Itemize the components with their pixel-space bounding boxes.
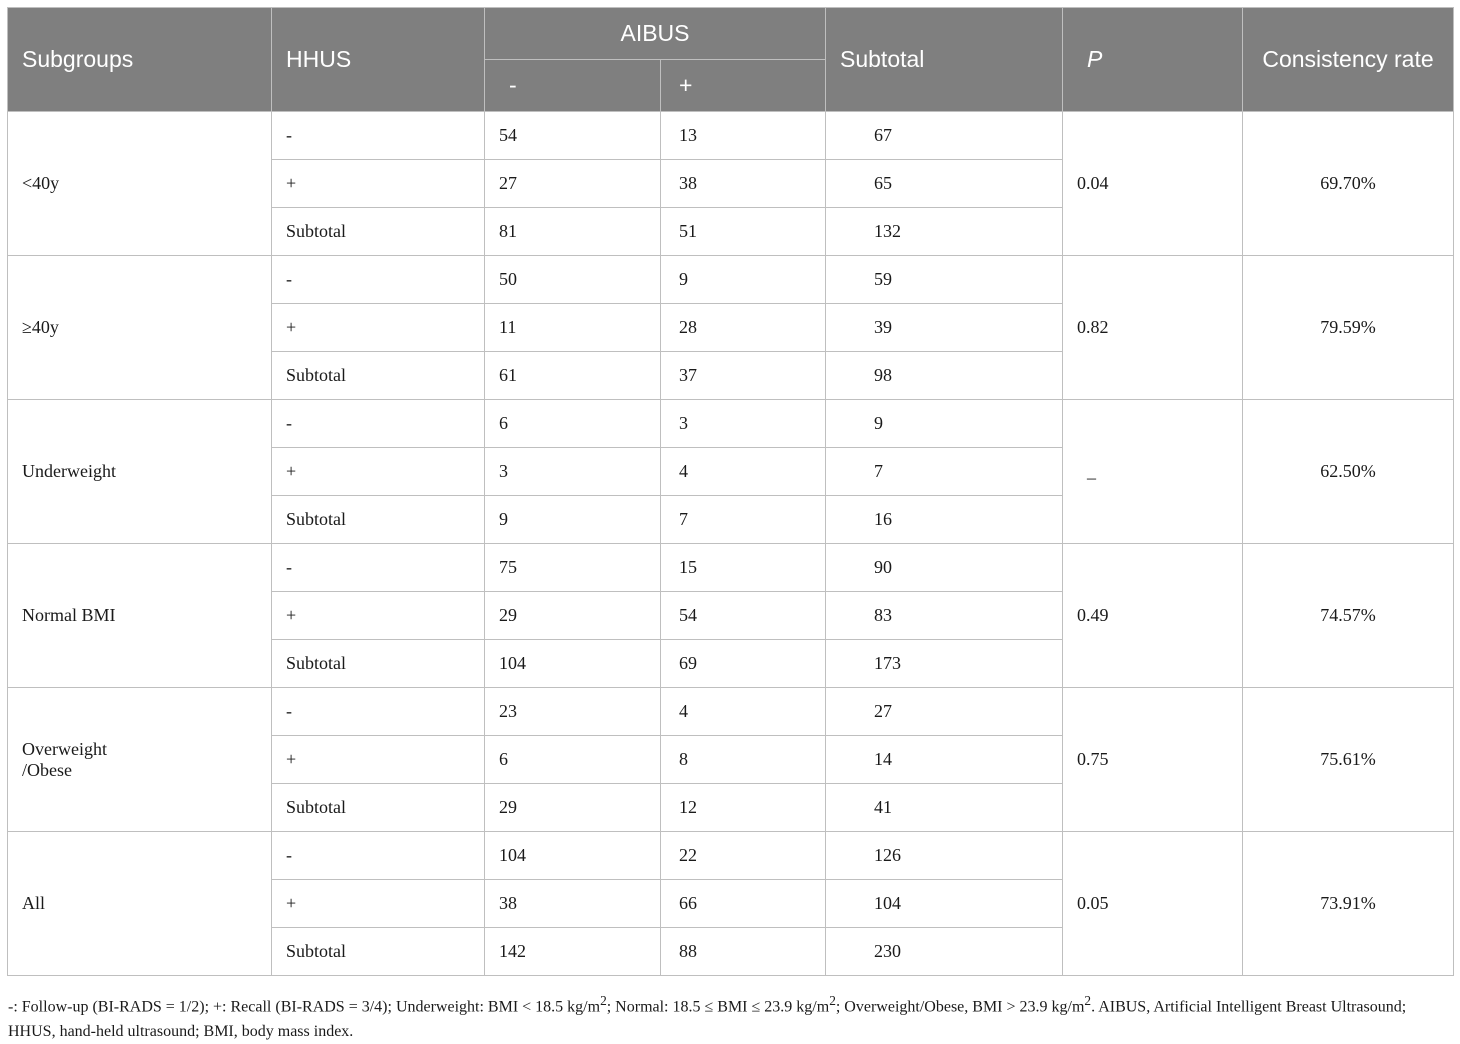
hhus-value: - [272, 688, 485, 736]
subtotal-value: 16 [826, 496, 1063, 544]
aibus-positive-value: 9 [661, 256, 826, 304]
table-body [8, 112, 1454, 976]
subtotal-value: 104 [826, 880, 1063, 928]
aibus-negative-value: 9 [485, 496, 661, 544]
subtotal-value: 65 [826, 160, 1063, 208]
hhus-value: Subtotal [272, 352, 485, 400]
hhus-value: + [272, 448, 485, 496]
aibus-positive-value: 4 [661, 448, 826, 496]
table-row [8, 544, 1454, 592]
table-row [8, 400, 1454, 448]
footnote-superscript-1: 2 [600, 993, 607, 1008]
subtotal-value: 83 [826, 592, 1063, 640]
hhus-value: - [272, 544, 485, 592]
aibus-positive-value: 66 [661, 880, 826, 928]
aibus-positive-value: 38 [661, 160, 826, 208]
consistency-rate-value: 73.91% [1243, 832, 1454, 976]
subtotal-value: 59 [826, 256, 1063, 304]
aibus-positive-value: 8 [661, 736, 826, 784]
subtotal-value: 39 [826, 304, 1063, 352]
table-footnote [8, 988, 1456, 1044]
aibus-negative-value: 142 [485, 928, 661, 976]
aibus-negative-value: 61 [485, 352, 661, 400]
subtotal-value: 27 [826, 688, 1063, 736]
hhus-value: Subtotal [272, 784, 485, 832]
consistency-rate-value: 79.59% [1243, 256, 1454, 400]
header-hhus: HHUS [272, 8, 485, 112]
subgroup-label: All [8, 832, 272, 976]
hhus-value: - [272, 112, 485, 160]
aibus-negative-value: 6 [485, 736, 661, 784]
aibus-positive-value: 12 [661, 784, 826, 832]
aibus-negative-value: 81 [485, 208, 661, 256]
aibus-positive-value: 4 [661, 688, 826, 736]
aibus-positive-value: 22 [661, 832, 826, 880]
aibus-negative-value: 104 [485, 640, 661, 688]
table-row [8, 256, 1454, 304]
aibus-negative-value: 29 [485, 592, 661, 640]
header-subgroups: Subgroups [8, 8, 272, 112]
aibus-positive-value: 69 [661, 640, 826, 688]
hhus-value: - [272, 832, 485, 880]
aibus-positive-value: 54 [661, 592, 826, 640]
header-consistency-rate: Consistency rate [1243, 8, 1454, 112]
aibus-positive-value: 15 [661, 544, 826, 592]
subtotal-value: 41 [826, 784, 1063, 832]
subtotal-value: 230 [826, 928, 1063, 976]
aibus-negative-value: 29 [485, 784, 661, 832]
aibus-positive-value: 37 [661, 352, 826, 400]
hhus-value: Subtotal [272, 928, 485, 976]
subtotal-value: 132 [826, 208, 1063, 256]
footnote-part-2: ; Normal: 18.5 ≤ BMI ≤ 23.9 kg/m [606, 998, 830, 1016]
aibus-positive-value: 51 [661, 208, 826, 256]
hhus-value: + [272, 592, 485, 640]
aibus-negative-value: 11 [485, 304, 661, 352]
hhus-value: - [272, 400, 485, 448]
subtotal-value: 9 [826, 400, 1063, 448]
footnote-part-3: ; Overweight/Obese, BMI > 23.9 kg/m [835, 998, 1085, 1016]
subgroup-label: Underweight [8, 400, 272, 544]
hhus-value: Subtotal [272, 496, 485, 544]
table-header [8, 8, 1454, 112]
footnote-superscript-3: 2 [1084, 993, 1092, 1008]
subtotal-value: 7 [826, 448, 1063, 496]
subgroup-label: <40y [8, 112, 272, 256]
aibus-negative-value: 27 [485, 160, 661, 208]
aibus-positive-value: 7 [661, 496, 826, 544]
subtotal-value: 90 [826, 544, 1063, 592]
header-p-value: P [1063, 8, 1243, 112]
footnote-superscript-2: 2 [829, 993, 836, 1008]
hhus-value: + [272, 736, 485, 784]
header-subtotal: Subtotal [826, 8, 1063, 112]
footnote-part-1: -: Follow-up (BI-RADS = 1/2); +: Recall (BI-RADS = 3/4); Underweight: BMI < 18.5 kg/m [8, 998, 601, 1016]
aibus-negative-value: 23 [485, 688, 661, 736]
header-aibus: AIBUS [485, 8, 826, 60]
p-value: 0.82 [1063, 256, 1243, 400]
consistency-rate-value: 62.50% [1243, 400, 1454, 544]
p-value: _ [1063, 400, 1243, 544]
subtotal-value: 67 [826, 112, 1063, 160]
consistency-rate-value: 74.57% [1243, 544, 1454, 688]
consistency-rate-value: 75.61% [1243, 688, 1454, 832]
hhus-value: + [272, 160, 485, 208]
aibus-positive-value: 88 [661, 928, 826, 976]
table-row [8, 832, 1454, 880]
p-value: 0.04 [1063, 112, 1243, 256]
subgroup-label: Overweight /Obese [8, 688, 272, 832]
subtotal-value: 14 [826, 736, 1063, 784]
hhus-value: Subtotal [272, 208, 485, 256]
hhus-value: - [272, 256, 485, 304]
subtotal-value: 98 [826, 352, 1063, 400]
consistency-table [7, 7, 1454, 976]
aibus-negative-value: 75 [485, 544, 661, 592]
hhus-value: + [272, 304, 485, 352]
aibus-positive-value: 13 [661, 112, 826, 160]
p-value: 0.05 [1063, 832, 1243, 976]
table-row [8, 112, 1454, 160]
footnote-part-4: . AIBUS, Artificial Intelligent Breast Ultrasound; HHUS, hand-held ultrasound; BMI, body mass index. [8, 998, 1407, 1041]
table-row [8, 688, 1454, 736]
subgroup-label: ≥40y [8, 256, 272, 400]
subtotal-value: 126 [826, 832, 1063, 880]
aibus-negative-value: 50 [485, 256, 661, 304]
aibus-negative-value: 3 [485, 448, 661, 496]
subtotal-value: 173 [826, 640, 1063, 688]
header-aibus-positive: + [661, 60, 826, 112]
p-value: 0.75 [1063, 688, 1243, 832]
aibus-negative-value: 54 [485, 112, 661, 160]
aibus-negative-value: 38 [485, 880, 661, 928]
p-value: 0.49 [1063, 544, 1243, 688]
subgroup-label: Normal BMI [8, 544, 272, 688]
consistency-rate-value: 69.70% [1243, 112, 1454, 256]
hhus-value: Subtotal [272, 640, 485, 688]
hhus-value: + [272, 880, 485, 928]
aibus-negative-value: 6 [485, 400, 661, 448]
aibus-positive-value: 28 [661, 304, 826, 352]
header-aibus-negative: - [485, 60, 661, 112]
aibus-positive-value: 3 [661, 400, 826, 448]
aibus-negative-value: 104 [485, 832, 661, 880]
